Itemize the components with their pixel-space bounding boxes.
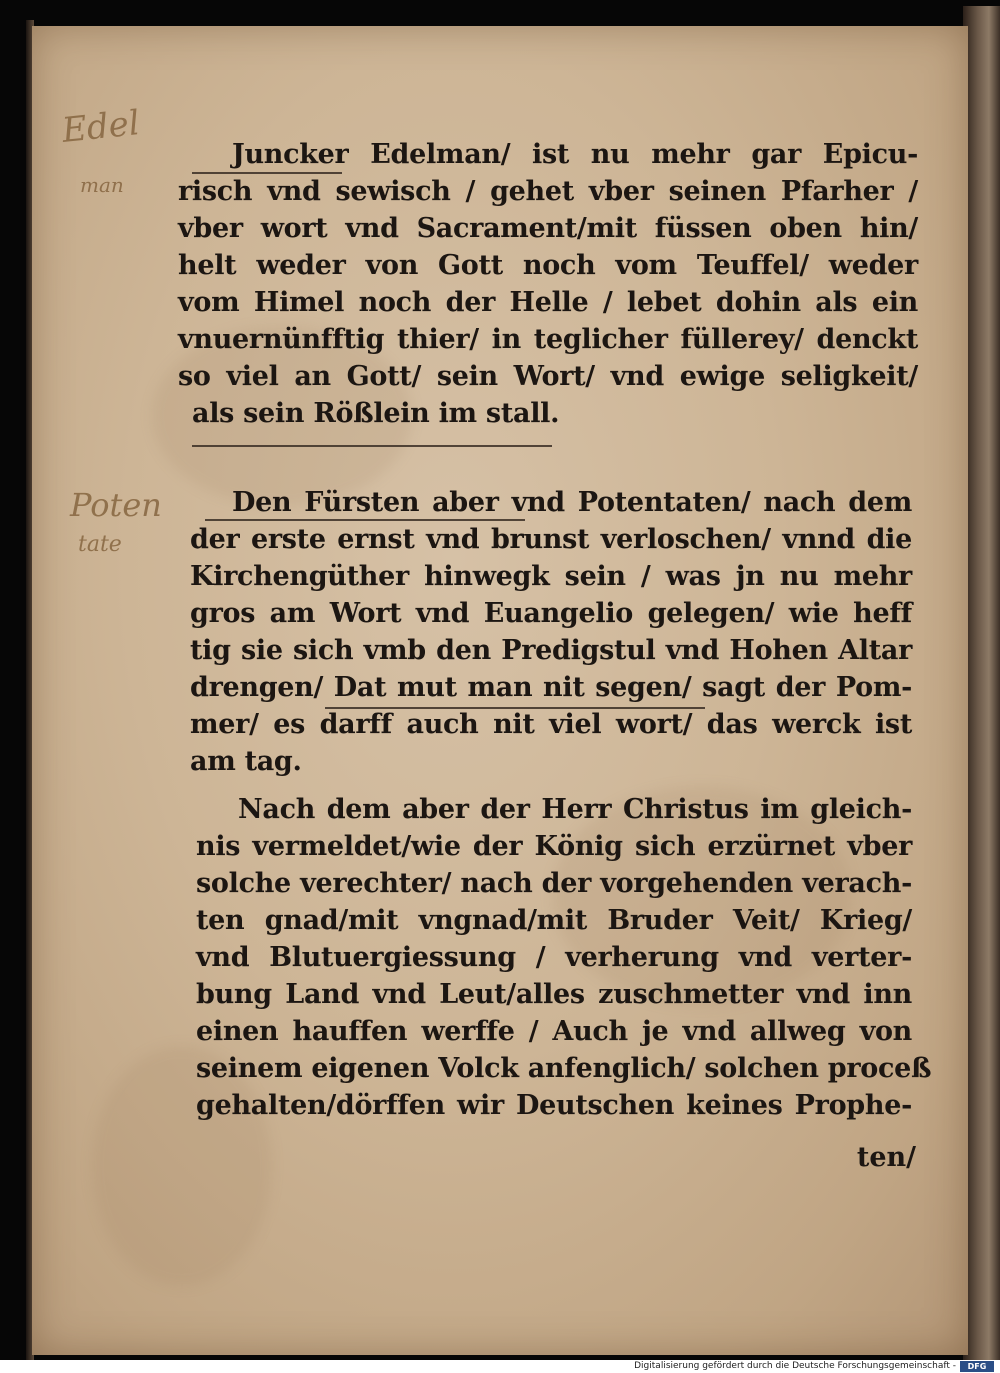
text-line: vnd Blutuergiessung / verherung vnd verter‑	[196, 942, 912, 973]
text-line: gros am Wort vnd Euangelio gelegen/ wie heff	[190, 598, 912, 629]
text-line: vnuernünfftig thier/ in teglicher füllerey/ denckt	[178, 324, 918, 355]
handwritten-underline	[325, 707, 705, 709]
funding-credit: Digitalisierung gefördert durch die Deutsche Forschungsgemeinschaft -	[634, 1361, 956, 1371]
marginal-note-potentaten-2: tate	[78, 532, 122, 557]
text-line: helt weder von Gott noch vom Teuffel/ weder	[178, 250, 918, 281]
text-line: gehalten/dörffen wir Deutschen keines Prophe‑	[196, 1090, 912, 1121]
paragraph-edelman	[178, 136, 918, 432]
text-line: vber wort vnd Sacrament/mit füssen oben hin/	[178, 213, 918, 244]
handwritten-underline	[205, 519, 525, 521]
text-line: drengen/ Dat mut man nit segen/ sagt der Pom‑	[190, 672, 912, 703]
text-line: seinem eigenen Volck anfenglich/ solchen proceß	[196, 1053, 932, 1084]
text-line: risch vnd sewisch / gehet vber seinen Pfarher /	[178, 176, 918, 207]
text-line: tig sie sich vmb den Predigstul vnd Hohen Altar	[190, 635, 912, 666]
text-line: der erste ernst vnd brunst verloschen/ vnnd die	[190, 524, 912, 555]
handwritten-underline	[192, 172, 342, 174]
text-line: Nach dem aber der Herr Christus im gleich‑	[238, 794, 912, 825]
handwritten-underline	[192, 445, 552, 447]
text-line: ten gnad/mit vngnad/mit Bruder Veit/ Krieg/	[196, 905, 912, 936]
text-line: solche verechter/ nach der vorgehenden verach‑	[196, 868, 912, 899]
text-line: einen hauffen werffe / Auch je vnd allweg von	[196, 1016, 912, 1047]
catchword: ten/	[856, 1142, 916, 1173]
paragraph-fuersten	[190, 484, 912, 780]
text-line: Juncker Edelman/ ist nu mehr gar Epicu‑	[232, 139, 918, 170]
text-line: Den Fürsten aber vnd Potentaten/ nach dem	[232, 487, 912, 518]
marginal-note-edelman-2: man	[80, 173, 124, 197]
text-line: als sein Rößlein im stall.	[192, 398, 560, 429]
text-line: vom Himel noch der Helle / lebet dohin als ein	[178, 287, 918, 318]
text-line: so viel an Gott/ sein Wort/ vnd ewige seligkeit/	[178, 361, 918, 392]
marginal-note-potentaten: Poten	[70, 486, 162, 524]
text-line: bung Land vnd Leut/alles zuschmetter vnd inn	[196, 979, 912, 1010]
paragraph-christus	[196, 791, 932, 1124]
marginal-note-edelman: Edel	[60, 103, 142, 151]
dfg-logo-icon: DFG	[960, 1361, 994, 1372]
text-line: am tag.	[190, 746, 302, 777]
text-line: mer/ es darff auch nit viel wort/ das werck ist	[190, 709, 912, 740]
text-line: nis vermeldet/wie der König sich erzürnet vber	[196, 831, 912, 862]
page-edge-right	[963, 6, 1000, 1360]
text-line: Kirchengüther hinwegk sein / was jn nu mehr	[190, 561, 912, 592]
